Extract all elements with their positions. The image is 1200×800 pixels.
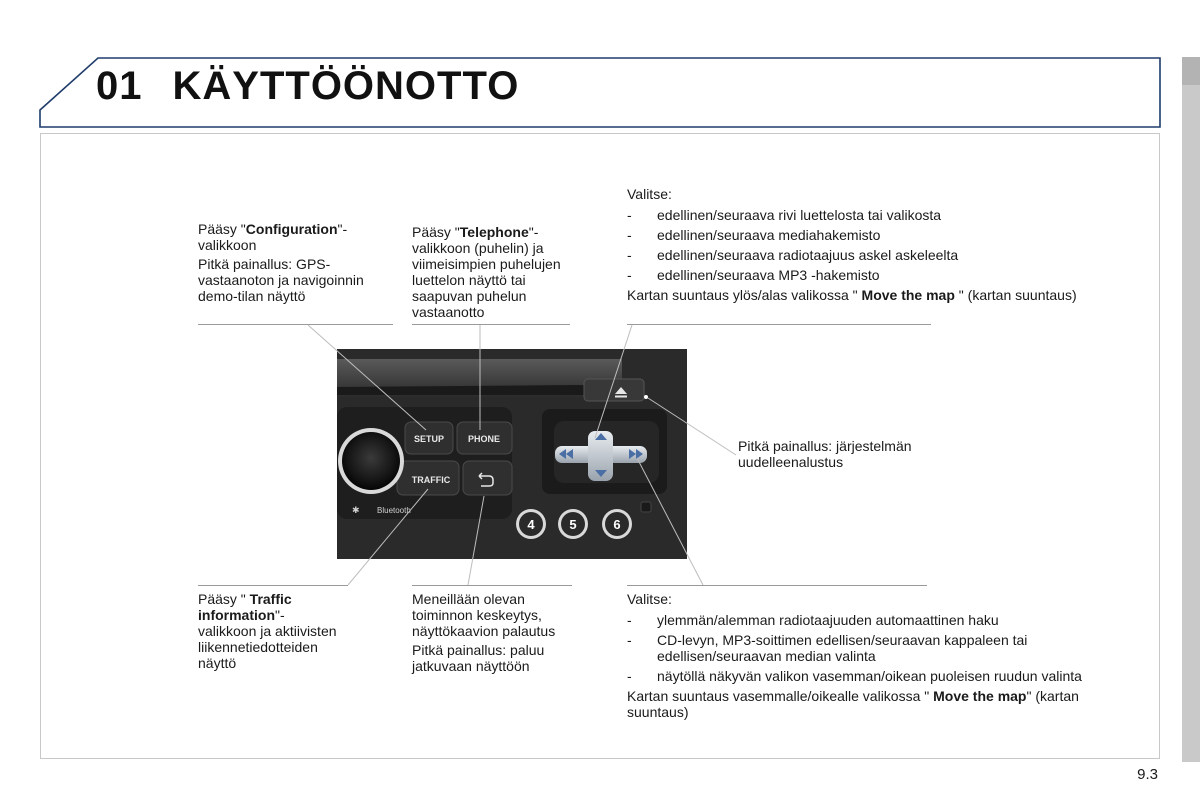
- rule-traffic: [198, 585, 348, 586]
- back-button: [463, 461, 512, 495]
- select-top-footer: Kartan suuntaus ylös/alas valikossa " Move the map " (kartan suuntaus): [627, 287, 1077, 303]
- select-bottom-footer: Kartan suuntaus vasemmalle/oikealle valikossa " Move the map" (kartan suuntaus): [627, 688, 1079, 720]
- back-text: Meneillään olevan toiminnon keskeytys, näyttökaavion palautus: [412, 591, 556, 639]
- rule-select-bottom: [627, 585, 927, 586]
- list-item: - näytöllä näkyvän valikon vasemman/oikean puoleisen ruudun valinta: [627, 668, 1102, 684]
- traffic-access-text: Pääsy " Traffic information"- valikkoon ja aktiivisten liikennetiedotteiden näyttö: [198, 591, 337, 671]
- small-indicator: [641, 502, 651, 512]
- eject-dot: [644, 395, 648, 399]
- side-tab: [1182, 57, 1200, 762]
- preset-5-label: 5: [569, 517, 577, 532]
- page-title: [96, 64, 519, 109]
- callout-eject: [738, 438, 948, 473]
- list-item: - CD-levyn, MP3-soittimen edellisen/seuraavan kappaleen tai edellisen/seuraavan median valinta: [627, 632, 1102, 664]
- setup-longpress-text: Pitkä painallus: GPS-vastaanoton ja navigoinnin demo-tilan näyttö: [198, 256, 364, 304]
- phone-button-label: PHONE: [467, 434, 501, 444]
- rule-phone: [412, 324, 570, 325]
- setup-access-text: Pääsy "Configuration"- valikkoon: [198, 221, 348, 253]
- rule-setup: [198, 324, 393, 325]
- select-bottom-list: [627, 612, 1102, 684]
- chapter-title: KÄYTTÖÖNOTTO: [172, 64, 520, 108]
- bluetooth-label: Bluetooth: [377, 506, 411, 515]
- preset-4-label: 4: [527, 517, 535, 532]
- eject-longpress-text: Pitkä painallus: järjestelmän uudelleenalustus: [738, 438, 912, 470]
- list-item: - edellinen/seuraava MP3 -hakemisto: [627, 267, 1097, 283]
- page-number: 9.3: [1137, 766, 1158, 783]
- select-top-list: [627, 207, 1097, 283]
- rule-back: [412, 585, 572, 586]
- preset-6-label: 6: [613, 517, 621, 532]
- callout-select-top: [627, 186, 1097, 306]
- volume-knob: [342, 432, 400, 490]
- select-top-heading: Valitse:: [627, 186, 672, 202]
- list-item: - edellinen/seuraava rivi luettelosta tai valikosta: [627, 207, 1097, 223]
- bluetooth-icon: ✱: [352, 506, 360, 516]
- callout-setup: [198, 221, 393, 307]
- list-item: - ylemmän/alemman radiotaajuuden automaattinen haku: [627, 612, 1102, 628]
- back-longpress-text: Pitkä painallus: paluu jatkuvaan näyttöön: [412, 642, 545, 674]
- callout-phone: [412, 224, 562, 323]
- callout-back: [412, 591, 582, 677]
- phone-access-text: Pääsy "Telephone"- valikkoon (puhelin) ja viimeisimpien puhelujen luettelon näyttö tai saapuvan puhelun vastaanotto: [412, 224, 561, 320]
- chapter-number: 01: [96, 64, 143, 108]
- traffic-button-label: TRAFFIC: [411, 475, 451, 485]
- list-item: - edellinen/seuraava radiotaajuus askel askeleelta: [627, 247, 1097, 263]
- callout-traffic: [198, 591, 343, 674]
- radio-panel-illustration: [337, 349, 687, 559]
- setup-button-label: SETUP: [413, 434, 445, 444]
- eject-button-panel: [584, 379, 644, 401]
- callout-select-bottom: [627, 591, 1102, 723]
- rule-select-top: [627, 324, 931, 325]
- side-tab-marker: [1182, 57, 1200, 85]
- list-item: - edellinen/seuraava mediahakemisto: [627, 227, 1097, 243]
- select-bottom-heading: Valitse:: [627, 591, 672, 607]
